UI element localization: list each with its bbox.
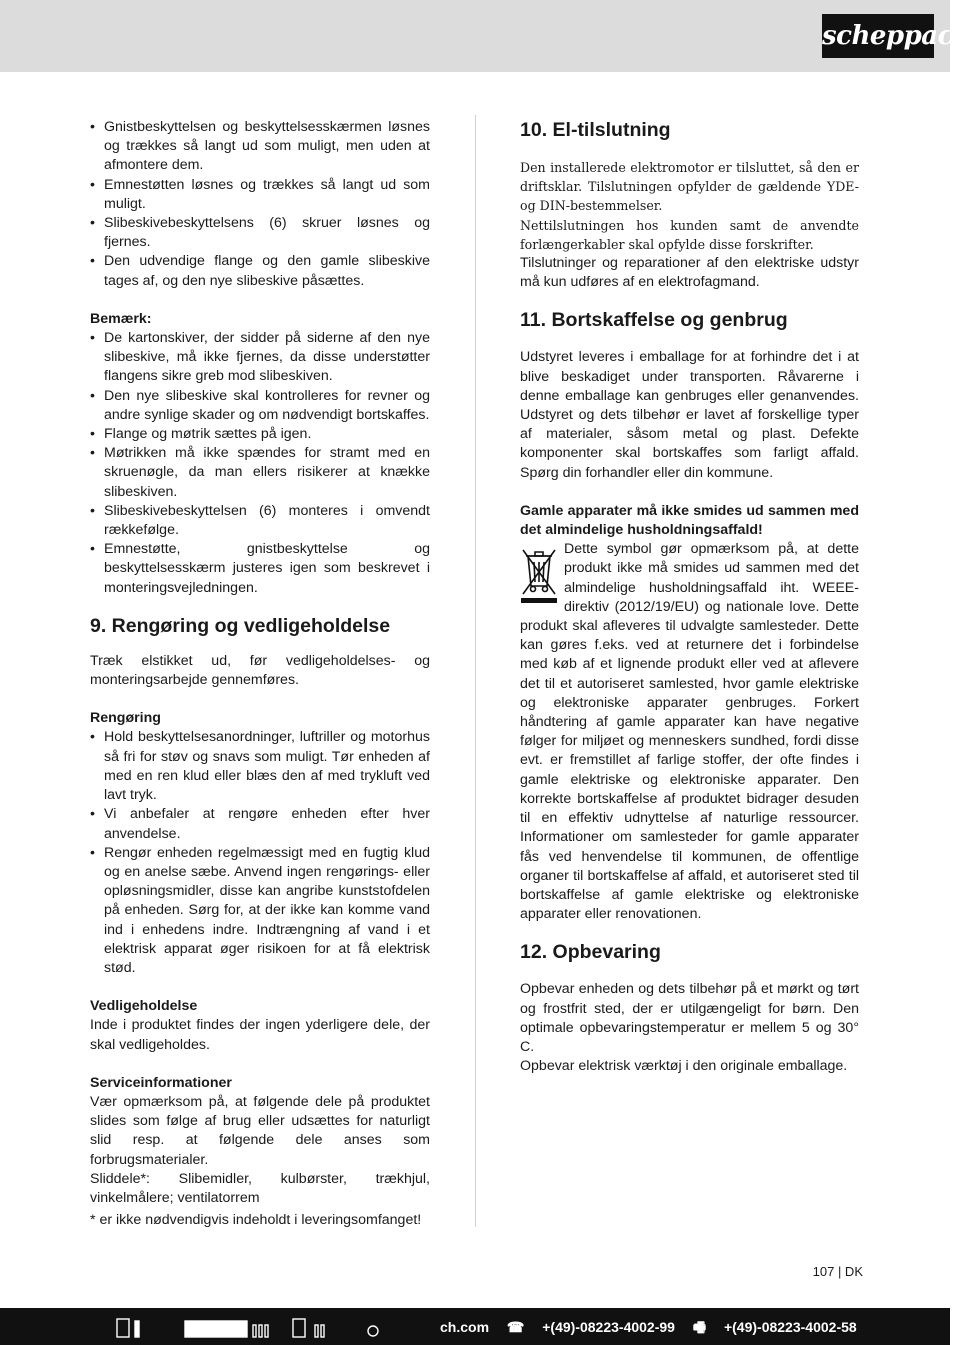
section-10-p2: Nettilslutningen hos kunden samt de anvendte forlængerkabler skal opfylde disse forskrifter.	[520, 217, 859, 252]
weee-text: Dette symbol gør opmærksom på, at dette produkt ikke må smides ud sammen med det almindelige husholdningsaffald iht. WEEE-direktiv (2012/19/EU) og nationale love. Dette produkt skal afleveres til udvalgte samlesteder. Dette kan gøres f.eks. ved at returnere det i forbindelse med køb af et lignende produkt eller ved at aflevere det til et autoriseret samlested, hvor gamle elektriske og elektroniske apparater genbruges. Forkert håndtering af gamle apparater kan have negative følger for miljøet og menneskers sundhed, fordi disse evt. er fremstillet af farlige stoffer, der ofte findes i gamle elektriske og elektroniske apparater. Den korrekte bortskaffelse af produktet bidrager desuden til en effektiv udnyttelse af naturlige ressourcer. Informationer om samlesteder for gamle apparater fås ved henvendelse til kommunen, de offentlige organer til bortskaffelse af affald, et autoriseret sted til bortskaffelse af gamle elektriske og elektroniske apparater eller renovationen.	[520, 541, 859, 923]
list-item: • Vi anbefaler at rengøre enheden efter hver anvendelse.	[90, 805, 430, 843]
page-number: 107 | DK	[812, 1264, 863, 1279]
list-item: • Den udvendige flange og den gamle slibeskive tages af, og den nye slibeskive påsættes.	[90, 252, 430, 290]
cleaning-list	[90, 728, 430, 978]
right-column	[520, 118, 859, 1076]
section-10-title: 10. El-tilslutning	[520, 119, 671, 141]
list-item: • Slibeskivebeskyttelsens (6) skruer løsnes og fjernes.	[90, 214, 430, 252]
weee-bin-icon	[520, 542, 558, 604]
column-divider	[475, 115, 476, 1227]
section-11-p1: Udstyret leveres i emballage for at forhindre det i at blive beskadiget under transporten. Råvarerne i denne emballage kan genbruges eller genanvendes. Udstyret og dets tilbehør er lavet af forskellige typer af materialer, såsom metal og plast. Defekte komponenter skal bortskaffes som farligt affald. Spørg din forhandler eller din kommune.	[520, 349, 859, 481]
phone-icon: ☎	[506, 1319, 525, 1335]
list-item: • De kartonskiver, der sidder på siderne af den nye slibeskive, må ikke fjernes, da disse understøtter flangens sikre greb mod slibeskiven.	[90, 329, 430, 387]
service-text: Vær opmærksom på, at følgende dele på produktet slides som følge af brug eller udsættes for naturligt slid resp. at følgende dele anses som forbrugsmaterialer.	[90, 1093, 430, 1168]
section-10-p3: Tilslutninger og reparationer af den elektriske udstyr må kun udføres af en elektrofagmand.	[520, 255, 859, 291]
list-item: • Den nye slibeskive skal kontrolleres for revner og andre synlige skader og om nødvendigt bortskaffes.	[90, 387, 430, 425]
section-12-p1: Opbevar enheden og dets tilbehør på et mørkt og tørt og frostfrit sted, der er utilgængeligt for børn. Den optimale opbevaringstemperatur er mellem 5 og 30° C.	[520, 981, 859, 1055]
list-item: • Flange og møtrik sættes på igen.	[90, 425, 430, 444]
list-item: • Rengør enheden regelmæssigt med en fugtig klud og en anelse sæbe. Anvend ingen rengørings- eller opløsningsmidler, disse kan angribe kunststofdelen på enheden. Sørg for, at der ikke kan komme vand ind i enhedens indre. Indtrængning af vand i et elektrisk apparat øger risikoen for at få elektrisk stød.	[90, 844, 430, 978]
section-12-title: 12. Opbevaring	[520, 941, 661, 964]
maintenance-text: Inde i produktet findes der ingen yderligere dele, der skal vedligeholdes.	[90, 1017, 430, 1053]
list-item: • Møtrikken må ikke spændes for stramt med en skruenøgle, da man ellers risikerer at knække slibeskiven.	[90, 444, 430, 502]
weee-heading: Gamle apparater må ikke smides ud sammen med det almindelige husholdningsaffald!	[520, 502, 859, 539]
section-11-title: 11. Bortskaffelse og genbrug	[520, 309, 788, 332]
left-column	[90, 118, 430, 1208]
disassembly-list	[90, 118, 430, 291]
service-heading: Serviceinformationer	[90, 1074, 232, 1091]
footer-phone: +(49)-08223-4002-99	[542, 1319, 675, 1335]
note-heading: Bemærk:	[90, 310, 152, 327]
section-9-intro: Træk elstikket ud, før vedligeholdelses- og monteringsarbejde gennemføres.	[90, 652, 430, 689]
section-9-title: 9. Rengøring og vedligeholdelse	[90, 614, 391, 637]
list-item: • Slibeskivebeskyttelsen (6) monteres i omvendt rækkefølge.	[90, 502, 430, 540]
section-10-p1: Den installerede elektromotor er tilsluttet, så den er driftsklar. Tilslutningen opfylder de gældende YDE- og DIN-bestemmelser.	[520, 160, 859, 214]
list-item: • Emnestøtten løsnes og trækkes så langt ud som muligt.	[90, 176, 430, 214]
list-item: • Emnestøtte, gnistbeskyttelse og beskyttelsesskærm justeres igen som beskrevet i monteringsvejledningen.	[90, 540, 430, 598]
footnote: * er ikke nødvendigvis indeholdt i leveringsomfanget!	[90, 1212, 422, 1228]
section-12-p2: Opbevar elektrisk værktøj i den originale emballage.	[520, 1058, 848, 1075]
cleaning-heading: Rengøring	[90, 710, 161, 727]
fax-icon: 🖷	[692, 1319, 707, 1335]
page-header	[0, 0, 971, 72]
brand-logo: scheppach	[822, 14, 934, 58]
list-item: • Gnistbeskyttelsen og beskyttelsesskærmen løsnes og trækkes så langt ud som muligt, men uden at afmontere dem.	[90, 118, 430, 176]
service-parts: Sliddele*: Slibemidler, kulbørster, trækhjul, vinkelmålere; ventilatorrem	[90, 1170, 430, 1206]
list-item: • Hold beskyttelsesanordninger, luftriller og motorhus så fri for støv og snavs som muligt. Tør enheden af med en ren klud eller blæs den af med trykluft ved lavt tryk.	[90, 728, 430, 805]
footer-contact	[440, 1317, 871, 1341]
page-footer	[0, 1308, 950, 1345]
maintenance-heading: Vedligeholdelse	[90, 998, 198, 1015]
footer-obscured-glyphs	[115, 1317, 415, 1339]
footer-website[interactable]: ch.com	[440, 1319, 490, 1335]
note-list	[90, 329, 430, 598]
footer-fax: +(49)-08223-4002-58	[723, 1319, 857, 1335]
